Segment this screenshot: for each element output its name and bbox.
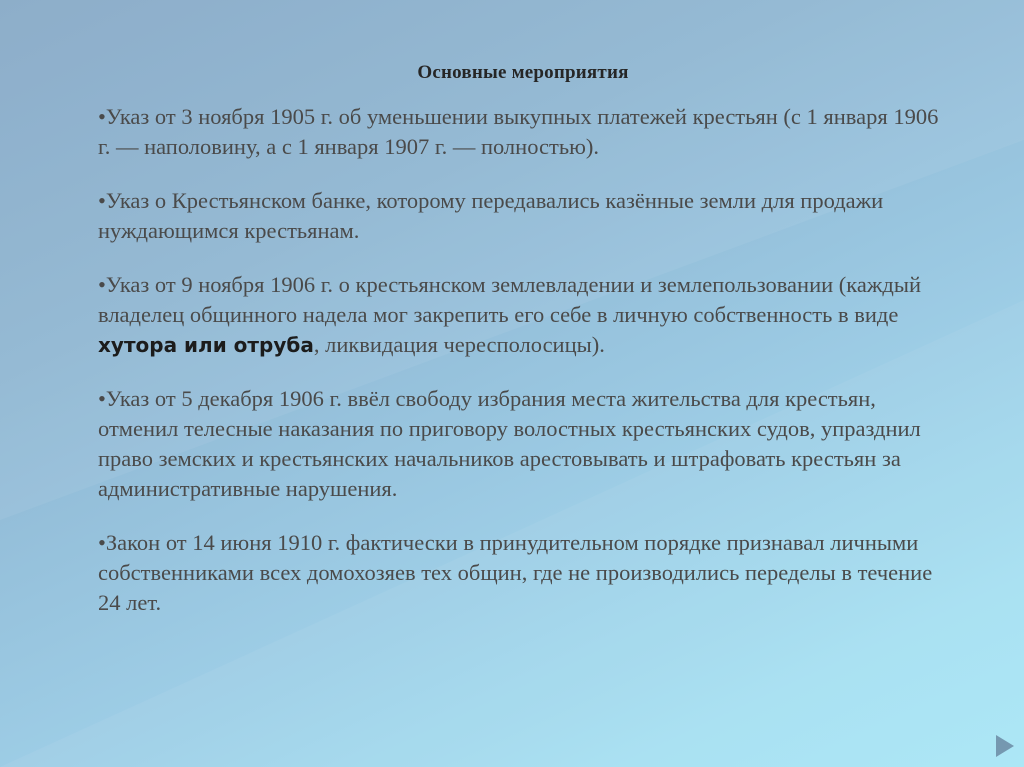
triangle-right-icon[interactable]	[996, 735, 1014, 757]
bullet-item-1: •Указ от 3 ноября 1905 г. об уменьшении выкупных платежей крестьян (с 1 января 1906 г. — наполовину, а с 1 января 1907 г. — полностью).	[98, 104, 939, 159]
bullet-item-3-text-before: •Указ от 9 ноября 1906 г. о крестьянском землевладении и землепользовании (каждый владелец общинного надела мог закрепить его себе в личную собственность в виде	[98, 272, 922, 327]
bullet-item-3	[98, 270, 948, 360]
bullet-item-3-emphasis: хутора или отруба	[98, 333, 314, 357]
bullet-item-3-text-after: , ликвидация чересполосицы).	[313, 332, 605, 357]
bullet-item-5: •Закон от 14 июня 1910 г. фактически в принудительном порядке признавал личными собственниками всех домохозяев тех общин, где не производились переделы в течение 24 лет.	[98, 530, 933, 615]
bullet-item-2: •Указ о Крестьянском банке, которому передавались казённые земли для продажи нуждающимся крестьянам.	[98, 188, 884, 243]
slide-content	[98, 62, 948, 642]
bullet-item-4: •Указ от 5 декабря 1906 г. ввёл свободу избрания места жительства для крестьян, отменил телесные наказания по приговору волостных крестьянских судов, упразднил право земских и крестьянских начальников арестовывать и штрафовать крестьян за административные нарушения.	[98, 386, 921, 501]
slide-title: Основные мероприятия	[417, 62, 629, 83]
